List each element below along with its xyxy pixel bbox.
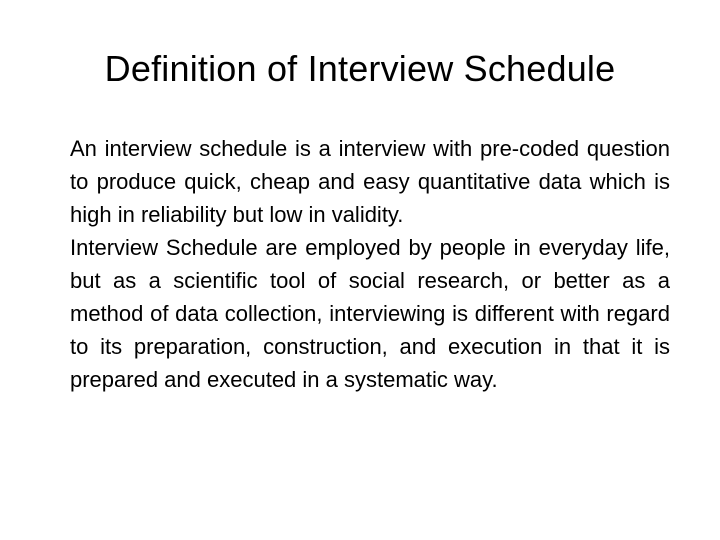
- slide-title: Definition of Interview Schedule: [104, 48, 616, 89]
- body-paragraph-usage: Interview Schedule are employed by people in everyday life, but as a scientific tool of social research, or better as a method of data collection, interviewing is different with regard to its preparation, construction, and execution in that it is prepared and executed in a systematic way.: [70, 235, 670, 392]
- slide-body: [70, 132, 670, 396]
- body-paragraph-definition: An interview schedule is a interview with pre-coded question to produce quick, cheap and easy quantitative data which is high in reliability but low in validity.: [70, 136, 670, 227]
